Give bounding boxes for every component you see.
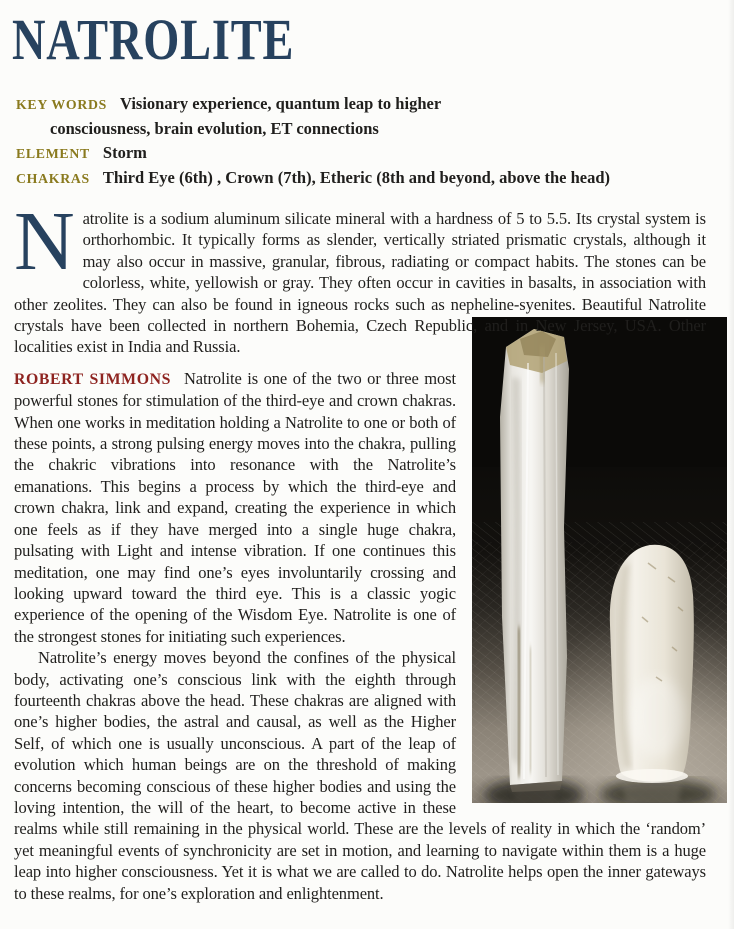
drop-cap: N — [14, 195, 75, 288]
meta-value: Storm — [102, 143, 147, 162]
page-title: NATROLITE — [12, 7, 295, 72]
meta-row-key-words — [16, 92, 512, 141]
meta-row-chakras — [16, 166, 706, 191]
intro-text-before-photo: atrolite is a sodium aluminum silicate mineral with a hardness of 5 to 5.5. Its crystal system is orthorhombic. It typically forms as slender, vertically striated prismatic crystals, although it may also occur in massive, granular, fibrous, radiating or compact habits. The stones can be colorless, white, yellowish or gray. They often occur in cavities in basalts, in association with other zeolites. They can also be found in igneous rocks such as nepheline-syenites. Beautiful Natrolite crystals have been collected in northern Bohemia, — [14, 209, 706, 336]
author-paragraph-text: Natrolite is one of the two or three most powerful stones for stimulation of the third-eye and crown chakras. When one works in meditation holding a Natrolite to one or both of these points, a strong pulsing energy moves into the chakra, pulling the chakric vibrations into resonance with the Natrolite’s emanations. This begins a process by which the third-eye and crown chakra, link and expand, creating the experience in which one feels as if they have merged into a single huge chakra, pulsating with Light and intense vibration. If one continues this meditation, one may find one’s eyes involuntarily crossing and looking upward toward the third eye. This is a classic yogic experience of the opening of the Wisdom Eye. Natrolite is one of the strongest stones for initiating such experiences. — [14, 368, 456, 646]
meta-label: ELEMENT — [16, 146, 90, 161]
natrolite-photo — [472, 317, 727, 803]
natrolite-crystals-illustration — [472, 317, 727, 803]
prismatic-crystal — [500, 329, 569, 792]
meta-value: Visionary experience, quantum leap to higher consciousness, brain evolution, ET connections — [50, 94, 441, 138]
meta-value: Third Eye (6th) , Crown (7th), Etheric (8th and beyond, above the head) — [102, 168, 610, 187]
intro-paragraph — [14, 195, 706, 358]
meta-label: KEY WORDS — [16, 97, 108, 112]
meta-label: CHAKRAS — [16, 171, 90, 186]
author-label: ROBERT SIMMONS — [14, 370, 171, 388]
article-body — [14, 195, 706, 904]
meta-row-element — [16, 141, 706, 166]
tumbled-stone — [610, 545, 694, 783]
closing-paragraph: Natrolite’s energy moves beyond the confines of the physical body, activating one’s conscious link with the eighth through fourteenth chakras above the head. These chakras are aligned with one’s higher bodies, the astral and causal, as well as the Higher Self, of which one is usually unconscious. A part of the leap of evolution which human beings are on the threshold of making concerns becoming conscious of these higher bodies and using the loving intention, the will of the heart, to become active in these realms while still remaining in the physical world. These are the levels of reality in which the ‘random’ yet meaningful events of synchronicity are set in motion, and learning to navigate within them is a huge leap into higher consciousness. Yet it is what we are called to do. Natrolite helps open the inner gateways to these realms, for one’s exploration and enlightenment. — [14, 648, 706, 903]
intro-text-after-photo: Czech Republic, and in New Jersey, USA. Other localities exist in India and Russia. — [14, 316, 706, 357]
metadata-block — [16, 92, 706, 191]
